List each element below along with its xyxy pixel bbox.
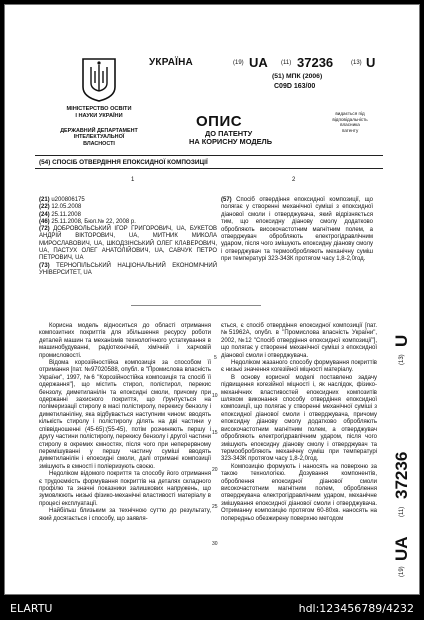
column-number: 1 <box>131 177 135 183</box>
biblio-row: (46) 25.11.2008, Бюл.№ 22, 2008 р. <box>39 218 136 225</box>
vertical-code-11: (11) <box>399 506 405 517</box>
ministry-name <box>41 106 157 119</box>
divider <box>35 155 383 156</box>
department-line: ВЛАСНОСТІ <box>83 140 115 147</box>
paragraph: Найбільш близьким за технічною суттю до результату, який досягається і способу, що заявля- <box>39 508 211 522</box>
paragraph: Недоліком відомого покриття та способу його отримання є трудоємкість формування покриттів на деталях складного профілю та значні показники залишкових напружень, що зумовлюють низькі фізико-механічні властивості матеріалу в процесі експлуатації. <box>39 471 211 507</box>
line-number: 30 <box>212 541 218 547</box>
document-subtitle: НА КОРИСНУ МОДЕЛЬ <box>189 137 273 146</box>
vertical-patent-number <box>382 315 412 585</box>
code-13: (13) <box>351 60 362 66</box>
divider <box>131 305 261 306</box>
ipc-label: (51) МПК (2006) <box>272 73 323 80</box>
coat-of-arms-icon <box>79 57 119 103</box>
code-19: (19) <box>233 60 244 66</box>
country-code: UA <box>249 55 268 70</box>
note-line: відповідальність <box>332 116 368 122</box>
note-line: патенту <box>341 127 359 133</box>
ipc-class: C09D 163/00 <box>274 83 316 90</box>
document-title: ОПИС <box>196 113 243 130</box>
vertical-patent-number-text: 37236 <box>392 451 411 499</box>
note-line: власника <box>340 122 360 128</box>
paragraph: В основу корисної моделі поставлено задачу підвищення когезійної міцності і, як наслідок, фізико-механічних властивостей епоксидних композитів шляхом виконання способу отвердіння епоксидної композиції, що полягає у створенні механічної суміші з епоксидної діанової смоли і отверджувача, причому епоксидну діанову смолу додатково обробляють високочастотним магнітним полем, а отверджувач обробляють електрогідравлічним ударом, після чого змішують епоксидну діанову смолу і отверджувач та термообробляють механічну суміш при температурі 323-343К протягом часу 1,8-2,0год. <box>221 374 377 463</box>
kind-code: U <box>366 55 376 70</box>
line-number: 25 <box>212 504 218 510</box>
vertical-country-code: UA <box>392 536 411 561</box>
note-line: видається під <box>335 111 365 116</box>
vertical-code-13: (13) <box>399 354 405 365</box>
footer-right: hdl:123456789/4232 <box>298 602 414 615</box>
paragraph: Відома корозійностійка композиція за способом її отримання [пат. №97020588, опубл. в "Промислова власність України", 1997, №6 "Корозійностійка композиція та спосіб її одержання"], що містить стирол, полістирол, перекис бензолу, диметиланілін та епоксидні смоли, причому при одержанні захисного покриття, що ґрунтується на полімеризації стиролу в масі полістиролу, перекису бензолу і диметиланіліну, яка відбувається наступним чином: вводять кількість стиролу і полістиролу ділять на дві частини у співвідношенні (45-65):(55-45), потім розчиняють першу і другу частини полістиролу, перекису бензолу і другої частини стиролу в окремих ємностях, після чого при неперервному перемішуванні у першу частину суміші вводять диметиланілін і епоксидні смоли, далі отримані композиції змішують в ємності і поліеризують своєю. <box>39 360 211 470</box>
paragraph: Недоліком жазаного способу формування покриттів є низькі значення когезійної міцності матеріалу. <box>221 360 377 374</box>
line-number: 10 <box>212 393 218 399</box>
department-line: ІНТЕЛЕКТУАЛЬНОЇ <box>73 134 125 141</box>
patent-number: 37236 <box>297 55 334 70</box>
vertical-kind: U <box>392 334 411 347</box>
department-name <box>41 128 157 147</box>
bibliographic-data <box>39 197 217 277</box>
biblio-row: (72) ДОБРОВОЛЬСЬКИЙ ІГОР ГРИГОРОВИЧ, UA, БУКЕТОВ АНДРІЙ ВІКТОРОВИЧ, UA, МИТНИК МИКОЛА МИРОСЛАВОВИЧ, UA, ШКОДЗІНСЬКИЙ ОЛЕГ КЛАВЕРОВИЧ, UA, ПАСТУХ ОЛЕГ АНАТОЛІЙОВИЧ, UA, САВЧУК ПЕТРО ПЕТРОВИЧ, UA <box>39 226 217 262</box>
description-left-column <box>39 323 211 523</box>
patent-page <box>4 4 420 595</box>
line-number: 15 <box>212 430 218 436</box>
footer-bar <box>0 598 424 620</box>
department-line: ДЕРЖАВНИЙ ДЕПАРТАМЕНТ <box>60 128 138 134</box>
invention-title: (54) СПОСІБ ОТВЕРДІННЯ ЕПОКСИДНОЇ КОМПОЗИЦІЇ <box>39 159 208 166</box>
paragraph: Композицію формують і наносять на поверхню за такою технологією. Дозування компонентів, оброблення епоксидної діанової смоли високочастотним магнітним полем, оброблення отверджувача електрогідравлічним ударом, механічне змішування епоксидної діанової смоли і отверджувача. Отриманну композицію протягом 60-80хв. наносять на попередньо обезжирену поверхню методом <box>221 463 377 522</box>
line-number: 20 <box>212 467 218 473</box>
biblio-row: (21) u200806175 <box>39 197 85 203</box>
vertical-code-19: (19) <box>399 566 405 577</box>
document-subtitle: ДО ПАТЕНТУ <box>205 129 253 138</box>
paragraph: ється, є спосіб отвердіння епоксидної композиції [пат. №51962А, опубл. в "Промислова власність України", 2002, №12 "Спосіб отвердіння епоксидної композиції"], що полягає у створенні механічної суміші з епоксидної діанової смоли і отверджувача. <box>221 323 377 359</box>
footer-left: ELARTU <box>10 602 53 615</box>
description-right-column <box>221 323 377 523</box>
responsibility-note <box>325 111 375 133</box>
ministry-line: І НАУКИ УКРАЇНИ <box>75 112 123 119</box>
line-number: 5 <box>214 355 217 361</box>
ministry-line: МІНІСТЕРСТВО ОСВІТИ <box>66 106 132 112</box>
divider <box>35 168 383 169</box>
biblio-row: (24) 25.11.2008 <box>39 211 81 218</box>
country-name: УКРАЇНА <box>149 57 193 68</box>
biblio-row: (22) 12.05.2008 <box>39 204 82 211</box>
column-number: 2 <box>292 177 296 183</box>
paragraph: Корисна модель відноситься до області отримання композитних покриттів для збільшення ресурсу роботи деталей машин та механізмів технологічного устаткування в машинобудуванні, радіотехнічній, хімічній і харчовій промисловості. <box>39 323 211 359</box>
code-11: (11) <box>281 60 292 66</box>
biblio-row: (73) ТЕРНОПІЛЬСЬКИЙ НАЦІОНАЛЬНИЙ ЕКОНОМІЧНИЙ УНІВЕРСИТЕТ, UA <box>39 262 218 276</box>
claim-text: (57) Спосіб отвердіння епоксидної композиції, що полягає у створенні механічної суміші з епоксидної діанової смоли і отверджувача, який відрізняється тим, що епоксидну діанову смолу додатково обробляють високочастотним магнітним полем, а отверджувач обробляють електрогідравлічним ударом, після чого змішують епоксидну діанову смолу і отверджувач та термообробляють механічну суміш при температурі 323-343К протягом часу 1,8-2,0год. <box>221 197 374 263</box>
